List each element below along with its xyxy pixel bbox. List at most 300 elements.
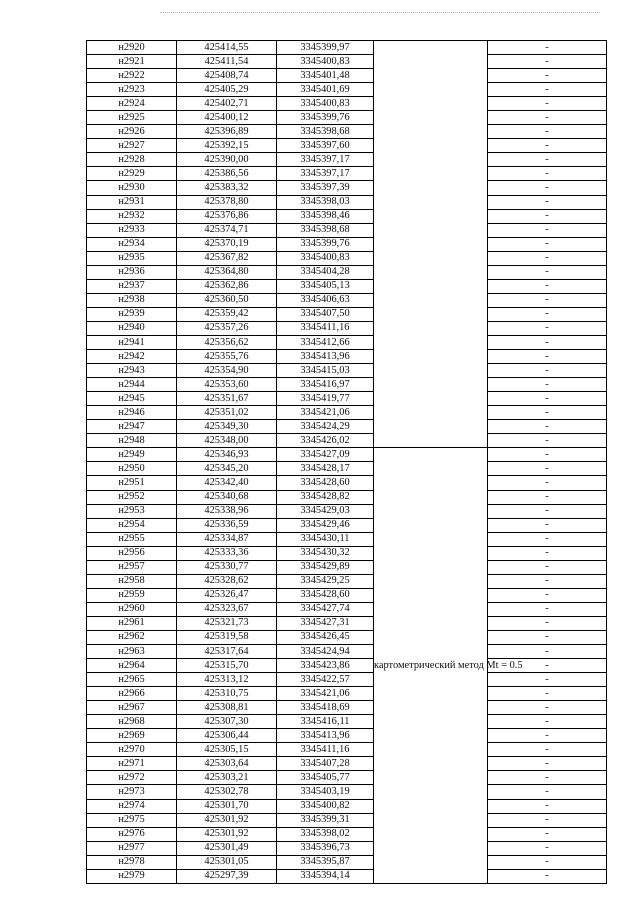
point-id-cell: н2929: [87, 167, 177, 181]
table-row: [87, 504, 607, 518]
accuracy-dash-cell: -: [488, 799, 607, 813]
table-row: [87, 574, 607, 588]
table-row: [87, 841, 607, 855]
x-coordinate-cell: 425351,02: [177, 406, 277, 420]
accuracy-dash-cell: -: [488, 279, 607, 293]
point-id-cell: н2945: [87, 392, 177, 406]
y-coordinate-cell: 3345394,14: [277, 869, 374, 883]
y-coordinate-cell: 3345429,25: [277, 574, 374, 588]
point-id-cell: н2958: [87, 574, 177, 588]
point-id-cell: н2927: [87, 139, 177, 153]
accuracy-dash-cell: -: [488, 251, 607, 265]
table-row: [87, 307, 607, 321]
x-coordinate-cell: 425301,05: [177, 855, 277, 869]
x-coordinate-cell: 425305,15: [177, 743, 277, 757]
x-coordinate-cell: 425351,67: [177, 392, 277, 406]
point-id-cell: н2944: [87, 378, 177, 392]
accuracy-dash-cell: -: [488, 532, 607, 546]
point-id-cell: н2921: [87, 55, 177, 69]
point-id-cell: н2955: [87, 532, 177, 546]
y-coordinate-cell: 3345400,83: [277, 97, 374, 111]
table-row: [87, 139, 607, 153]
x-coordinate-cell: 425400,12: [177, 111, 277, 125]
x-coordinate-cell: 425402,71: [177, 97, 277, 111]
table-row: [87, 771, 607, 785]
y-coordinate-cell: 3345428,82: [277, 490, 374, 504]
y-coordinate-cell: 3345427,74: [277, 602, 374, 616]
accuracy-dash-cell: -: [488, 560, 607, 574]
point-id-cell: н2965: [87, 673, 177, 687]
table-row: [87, 167, 607, 181]
point-id-cell: н2934: [87, 237, 177, 251]
point-id-cell: н2942: [87, 350, 177, 364]
y-coordinate-cell: 3345399,31: [277, 813, 374, 827]
y-coordinate-cell: 3345403,19: [277, 785, 374, 799]
accuracy-dash-cell: -: [488, 209, 607, 223]
y-coordinate-cell: 3345426,02: [277, 434, 374, 448]
x-coordinate-cell: 425313,12: [177, 673, 277, 687]
accuracy-dash-cell: -: [488, 378, 607, 392]
accuracy-dash-cell: -: [488, 673, 607, 687]
y-coordinate-cell: 3345427,09: [277, 448, 374, 462]
x-coordinate-cell: 425334,87: [177, 532, 277, 546]
accuracy-dash-cell: -: [488, 855, 607, 869]
table-row: [87, 673, 607, 687]
point-id-cell: н2963: [87, 645, 177, 659]
table-row: [87, 715, 607, 729]
point-id-cell: н2950: [87, 462, 177, 476]
point-id-cell: н2922: [87, 69, 177, 83]
point-id-cell: н2967: [87, 701, 177, 715]
point-id-cell: н2969: [87, 729, 177, 743]
x-coordinate-cell: 425308,81: [177, 701, 277, 715]
table-row: [87, 392, 607, 406]
y-coordinate-cell: 3345429,46: [277, 518, 374, 532]
table-row: [87, 195, 607, 209]
accuracy-dash-cell: -: [488, 307, 607, 321]
y-coordinate-cell: 3345411,16: [277, 321, 374, 335]
x-coordinate-cell: 425336,59: [177, 518, 277, 532]
accuracy-dash-cell: -: [488, 167, 607, 181]
point-id-cell: н2941: [87, 335, 177, 349]
y-coordinate-cell: 3345424,29: [277, 420, 374, 434]
table-row: [87, 364, 607, 378]
x-coordinate-cell: 425306,44: [177, 729, 277, 743]
table-row: [87, 97, 607, 111]
y-coordinate-cell: 3345422,57: [277, 673, 374, 687]
x-coordinate-cell: 425303,64: [177, 757, 277, 771]
y-coordinate-cell: 3345400,82: [277, 799, 374, 813]
x-coordinate-cell: 425411,54: [177, 55, 277, 69]
x-coordinate-cell: 425301,49: [177, 841, 277, 855]
accuracy-dash-cell: -: [488, 406, 607, 420]
accuracy-dash-cell: -: [488, 265, 607, 279]
y-coordinate-cell: 3345401,48: [277, 69, 374, 83]
accuracy-dash-cell: -: [488, 392, 607, 406]
point-id-cell: н2964: [87, 659, 177, 673]
x-coordinate-cell: 425301,92: [177, 813, 277, 827]
x-coordinate-cell: 425383,32: [177, 181, 277, 195]
y-coordinate-cell: 3345421,06: [277, 687, 374, 701]
y-coordinate-cell: 3345398,68: [277, 223, 374, 237]
accuracy-dash-cell: -: [488, 139, 607, 153]
accuracy-dash-cell: -: [488, 771, 607, 785]
point-id-cell: н2926: [87, 125, 177, 139]
table-row: [87, 41, 607, 55]
y-coordinate-cell: 3345424,94: [277, 645, 374, 659]
accuracy-dash-cell: -: [488, 476, 607, 490]
x-coordinate-cell: 425340,68: [177, 490, 277, 504]
accuracy-dash-cell: -: [488, 602, 607, 616]
x-coordinate-cell: 425333,36: [177, 546, 277, 560]
accuracy-dash-cell: -: [488, 659, 607, 673]
x-coordinate-cell: 425408,74: [177, 69, 277, 83]
accuracy-dash-cell: -: [488, 83, 607, 97]
point-id-cell: н2961: [87, 616, 177, 630]
coordinates-table: [86, 40, 607, 884]
table-row: [87, 602, 607, 616]
y-coordinate-cell: 3345398,02: [277, 827, 374, 841]
y-coordinate-cell: 3345407,50: [277, 307, 374, 321]
point-id-cell: н2956: [87, 546, 177, 560]
y-coordinate-cell: 3345427,31: [277, 616, 374, 630]
point-id-cell: н2966: [87, 687, 177, 701]
accuracy-dash-cell: -: [488, 462, 607, 476]
y-coordinate-cell: 3345413,96: [277, 350, 374, 364]
table-row: [87, 125, 607, 139]
point-id-cell: н2968: [87, 715, 177, 729]
point-id-cell: н2924: [87, 97, 177, 111]
point-id-cell: н2936: [87, 265, 177, 279]
x-coordinate-cell: 425356,62: [177, 335, 277, 349]
table-row: [87, 490, 607, 504]
accuracy-dash-cell: -: [488, 237, 607, 251]
y-coordinate-cell: 3345398,46: [277, 209, 374, 223]
point-id-cell: н2925: [87, 111, 177, 125]
point-id-cell: н2933: [87, 223, 177, 237]
table-row: [87, 687, 607, 701]
point-id-cell: н2938: [87, 293, 177, 307]
accuracy-dash-cell: -: [488, 785, 607, 799]
coordinates-table-body: [87, 41, 607, 884]
x-coordinate-cell: 425349,30: [177, 420, 277, 434]
table-row: [87, 659, 607, 673]
y-coordinate-cell: 3345416,97: [277, 378, 374, 392]
accuracy-dash-cell: -: [488, 153, 607, 167]
x-coordinate-cell: 425317,64: [177, 645, 277, 659]
table-row: [87, 55, 607, 69]
point-id-cell: н2939: [87, 307, 177, 321]
y-coordinate-cell: 3345397,39: [277, 181, 374, 195]
x-coordinate-cell: 425362,86: [177, 279, 277, 293]
x-coordinate-cell: 425360,50: [177, 293, 277, 307]
accuracy-dash-cell: -: [488, 364, 607, 378]
x-coordinate-cell: 425342,40: [177, 476, 277, 490]
accuracy-dash-cell: -: [488, 869, 607, 883]
y-coordinate-cell: 3345411,16: [277, 743, 374, 757]
y-coordinate-cell: 3345419,77: [277, 392, 374, 406]
y-coordinate-cell: 3345430,11: [277, 532, 374, 546]
y-coordinate-cell: 3345413,96: [277, 729, 374, 743]
accuracy-dash-cell: -: [488, 195, 607, 209]
accuracy-dash-cell: -: [488, 630, 607, 644]
accuracy-dash-cell: -: [488, 827, 607, 841]
x-coordinate-cell: 425367,82: [177, 251, 277, 265]
accuracy-dash-cell: -: [488, 125, 607, 139]
y-coordinate-cell: 3345412,66: [277, 335, 374, 349]
point-id-cell: н2932: [87, 209, 177, 223]
accuracy-dash-cell: -: [488, 574, 607, 588]
x-coordinate-cell: 425355,76: [177, 350, 277, 364]
accuracy-dash-cell: -: [488, 490, 607, 504]
table-row: [87, 630, 607, 644]
x-coordinate-cell: 425414,55: [177, 41, 277, 55]
accuracy-dash-cell: -: [488, 518, 607, 532]
y-coordinate-cell: 3345401,69: [277, 83, 374, 97]
point-id-cell: н2920: [87, 41, 177, 55]
x-coordinate-cell: 425319,58: [177, 630, 277, 644]
x-coordinate-cell: 425323,67: [177, 602, 277, 616]
table-row: [87, 335, 607, 349]
x-coordinate-cell: 425328,62: [177, 574, 277, 588]
y-coordinate-cell: 3345423,86: [277, 659, 374, 673]
point-id-cell: н2946: [87, 406, 177, 420]
y-coordinate-cell: 3345398,03: [277, 195, 374, 209]
x-coordinate-cell: 425302,78: [177, 785, 277, 799]
x-coordinate-cell: 425345,20: [177, 462, 277, 476]
y-coordinate-cell: 3345404,28: [277, 265, 374, 279]
table-row: [87, 251, 607, 265]
accuracy-dash-cell: -: [488, 41, 607, 55]
y-coordinate-cell: 3345399,76: [277, 111, 374, 125]
table-row: [87, 813, 607, 827]
method-cell: [374, 41, 488, 448]
y-coordinate-cell: 3345418,69: [277, 701, 374, 715]
table-row: [87, 350, 607, 364]
accuracy-dash-cell: -: [488, 729, 607, 743]
accuracy-dash-cell: -: [488, 55, 607, 69]
point-id-cell: н2960: [87, 602, 177, 616]
method-cell: картометрический метод Mt = 0.5: [374, 448, 488, 883]
point-id-cell: н2931: [87, 195, 177, 209]
x-coordinate-cell: 425338,96: [177, 504, 277, 518]
x-coordinate-cell: 425330,77: [177, 560, 277, 574]
point-id-cell: н2973: [87, 785, 177, 799]
x-coordinate-cell: 425392,15: [177, 139, 277, 153]
accuracy-dash-cell: -: [488, 111, 607, 125]
table-row: [87, 799, 607, 813]
accuracy-dash-cell: -: [488, 293, 607, 307]
y-coordinate-cell: 3345428,60: [277, 588, 374, 602]
y-coordinate-cell: 3345421,06: [277, 406, 374, 420]
point-id-cell: н2953: [87, 504, 177, 518]
x-coordinate-cell: 425378,80: [177, 195, 277, 209]
table-row: [87, 420, 607, 434]
y-coordinate-cell: 3345407,28: [277, 757, 374, 771]
table-row: [87, 560, 607, 574]
scan-artifact-line: [160, 12, 600, 17]
point-id-cell: н2948: [87, 434, 177, 448]
table-row: [87, 701, 607, 715]
accuracy-dash-cell: -: [488, 448, 607, 462]
point-id-cell: н2957: [87, 560, 177, 574]
accuracy-dash-cell: -: [488, 715, 607, 729]
x-coordinate-cell: 425301,70: [177, 799, 277, 813]
accuracy-dash-cell: -: [488, 321, 607, 335]
y-coordinate-cell: 3345395,87: [277, 855, 374, 869]
x-coordinate-cell: 425315,70: [177, 659, 277, 673]
y-coordinate-cell: 3345398,68: [277, 125, 374, 139]
point-id-cell: н2952: [87, 490, 177, 504]
point-id-cell: н2923: [87, 83, 177, 97]
x-coordinate-cell: 425307,30: [177, 715, 277, 729]
point-id-cell: н2940: [87, 321, 177, 335]
x-coordinate-cell: 425346,93: [177, 448, 277, 462]
table-row: [87, 827, 607, 841]
point-id-cell: н2962: [87, 630, 177, 644]
point-id-cell: н2937: [87, 279, 177, 293]
accuracy-dash-cell: -: [488, 335, 607, 349]
x-coordinate-cell: 425326,47: [177, 588, 277, 602]
accuracy-dash-cell: -: [488, 223, 607, 237]
point-id-cell: н2971: [87, 757, 177, 771]
accuracy-dash-cell: -: [488, 434, 607, 448]
x-coordinate-cell: 425396,89: [177, 125, 277, 139]
accuracy-dash-cell: -: [488, 757, 607, 771]
y-coordinate-cell: 3345396,73: [277, 841, 374, 855]
y-coordinate-cell: 3345405,13: [277, 279, 374, 293]
point-id-cell: н2974: [87, 799, 177, 813]
table-row: [87, 434, 607, 448]
point-id-cell: н2954: [87, 518, 177, 532]
x-coordinate-cell: 425301,92: [177, 827, 277, 841]
accuracy-dash-cell: -: [488, 420, 607, 434]
table-row: [87, 153, 607, 167]
x-coordinate-cell: 425353,60: [177, 378, 277, 392]
accuracy-dash-cell: -: [488, 841, 607, 855]
table-row: [87, 588, 607, 602]
point-id-cell: н2935: [87, 251, 177, 265]
y-coordinate-cell: 3345429,03: [277, 504, 374, 518]
point-id-cell: н2972: [87, 771, 177, 785]
y-coordinate-cell: 3345400,83: [277, 251, 374, 265]
x-coordinate-cell: 425364,80: [177, 265, 277, 279]
x-coordinate-cell: 425357,26: [177, 321, 277, 335]
accuracy-dash-cell: -: [488, 616, 607, 630]
y-coordinate-cell: 3345416,11: [277, 715, 374, 729]
accuracy-dash-cell: -: [488, 181, 607, 195]
table-row: [87, 476, 607, 490]
accuracy-dash-cell: -: [488, 813, 607, 827]
table-row: [87, 111, 607, 125]
accuracy-dash-cell: -: [488, 645, 607, 659]
point-id-cell: н2947: [87, 420, 177, 434]
accuracy-dash-cell: -: [488, 743, 607, 757]
y-coordinate-cell: 3345405,77: [277, 771, 374, 785]
x-coordinate-cell: 425303,21: [177, 771, 277, 785]
y-coordinate-cell: 3345397,17: [277, 153, 374, 167]
accuracy-dash-cell: -: [488, 504, 607, 518]
table-row: [87, 869, 607, 883]
x-coordinate-cell: 425297,39: [177, 869, 277, 883]
accuracy-dash-cell: -: [488, 687, 607, 701]
table-row: [87, 462, 607, 476]
table-row: [87, 321, 607, 335]
y-coordinate-cell: 3345426,45: [277, 630, 374, 644]
table-row: [87, 855, 607, 869]
table-row: [87, 616, 607, 630]
accuracy-dash-cell: -: [488, 546, 607, 560]
table-row: [87, 743, 607, 757]
point-id-cell: н2943: [87, 364, 177, 378]
x-coordinate-cell: 425348,00: [177, 434, 277, 448]
table-row: [87, 645, 607, 659]
x-coordinate-cell: 425405,29: [177, 83, 277, 97]
x-coordinate-cell: 425376,86: [177, 209, 277, 223]
y-coordinate-cell: 3345428,17: [277, 462, 374, 476]
table-row: [87, 223, 607, 237]
point-id-cell: н2970: [87, 743, 177, 757]
y-coordinate-cell: 3345429,89: [277, 560, 374, 574]
table-row: [87, 69, 607, 83]
point-id-cell: н2928: [87, 153, 177, 167]
x-coordinate-cell: 425354,90: [177, 364, 277, 378]
y-coordinate-cell: 3345397,60: [277, 139, 374, 153]
x-coordinate-cell: 425321,73: [177, 616, 277, 630]
table-row: [87, 546, 607, 560]
table-row: [87, 293, 607, 307]
x-coordinate-cell: 425390,00: [177, 153, 277, 167]
y-coordinate-cell: 3345428,60: [277, 476, 374, 490]
table-row: [87, 448, 607, 462]
table-row: [87, 209, 607, 223]
table-row: [87, 378, 607, 392]
table-row: [87, 406, 607, 420]
point-id-cell: н2976: [87, 827, 177, 841]
table-row: [87, 279, 607, 293]
x-coordinate-cell: 425359,42: [177, 307, 277, 321]
y-coordinate-cell: 3345430,32: [277, 546, 374, 560]
x-coordinate-cell: 425374,71: [177, 223, 277, 237]
accuracy-dash-cell: -: [488, 588, 607, 602]
table-row: [87, 265, 607, 279]
y-coordinate-cell: 3345400,83: [277, 55, 374, 69]
x-coordinate-cell: 425310,75: [177, 687, 277, 701]
table-row: [87, 785, 607, 799]
table-row: [87, 518, 607, 532]
accuracy-dash-cell: -: [488, 350, 607, 364]
point-id-cell: н2977: [87, 841, 177, 855]
accuracy-dash-cell: -: [488, 701, 607, 715]
table-row: [87, 729, 607, 743]
point-id-cell: н2951: [87, 476, 177, 490]
x-coordinate-cell: 425370,19: [177, 237, 277, 251]
point-id-cell: н2979: [87, 869, 177, 883]
table-row: [87, 83, 607, 97]
table-row: [87, 237, 607, 251]
y-coordinate-cell: 3345399,97: [277, 41, 374, 55]
point-id-cell: н2949: [87, 448, 177, 462]
y-coordinate-cell: 3345406,63: [277, 293, 374, 307]
y-coordinate-cell: 3345397,17: [277, 167, 374, 181]
x-coordinate-cell: 425386,56: [177, 167, 277, 181]
point-id-cell: н2959: [87, 588, 177, 602]
point-id-cell: н2930: [87, 181, 177, 195]
table-row: [87, 757, 607, 771]
accuracy-dash-cell: -: [488, 69, 607, 83]
point-id-cell: н2975: [87, 813, 177, 827]
table-row: [87, 532, 607, 546]
